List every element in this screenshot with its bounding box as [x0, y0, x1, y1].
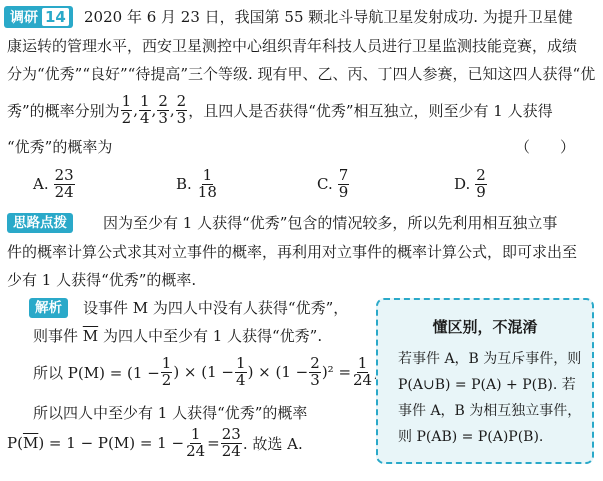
callout-line-2: P(A∪B) = P(A) + P(B). 若: [398, 377, 576, 393]
problem-line-2: 康运转的管理水平，西安卫星测控中心组织青年科技人员进行卫星监测技能竞赛，成绩: [7, 37, 578, 55]
solution-line-3: 所以 P(M) = (1 − $\frac{1}{2}$ ) × (1 − $\frac{1}{4}$ ) × (1 − $\frac{2}{3}$ )² = $\frac{1}{24}$: [33, 353, 373, 389]
callout-box: [376, 298, 594, 464]
hint-line-3: 少有 1 人获得“优秀”的概率.: [7, 271, 197, 289]
answer-blank: （ ）: [515, 138, 576, 156]
sol-fraction-4: $\frac{1}{24}$: [353, 353, 373, 389]
callout-title: 懂区别，不混淆: [432, 318, 538, 336]
problem-badge-label: 调研: [10, 10, 38, 26]
option-d[interactable]: D. $\frac{2}{9}$: [454, 166, 486, 201]
prob-fraction-2: $\frac{1}{4}$: [140, 91, 150, 127]
solution-line-1: 设事件 M 为四人中没有人获得“优秀”，: [83, 299, 349, 317]
solution-line-5: P( $\overline{M}$ ) = 1 − P(M) = 1 − $\frac{1}{24}$ = $\frac{23}{24}$ . 故选 A.: [7, 424, 303, 460]
hint-line-2: 件的概率计算公式求其对立事件的概率，再利用对立事件的概率计算公式，即可求出至: [7, 243, 578, 261]
prob-fraction-4: $\frac{2}{3}$: [176, 91, 187, 127]
problem-line-4: [7, 90, 553, 130]
callout-line-1: 若事件 A，B 为互斥事件，则: [398, 351, 582, 367]
callout-line-3: 事件 A，B 为相互独立事件，: [398, 403, 582, 419]
hint-line-1: 因为至少有 1 人获得“优秀”包含的情况较多，所以先利用相互独立事: [103, 214, 558, 232]
complement-event: $\overline{M}$: [82, 327, 99, 345]
problem-line-4-post: ，且四人是否获得“优秀”相互独立，则至少有 1 人获得: [188, 101, 553, 120]
hint-badge: 思路点拨: [7, 213, 73, 233]
option-c[interactable]: C. $\frac{7}{9}$: [317, 166, 349, 201]
prob-fraction-3: $\frac{2}{3}$: [158, 91, 168, 127]
sol-fraction-2: $\frac{1}{4}$: [236, 353, 246, 389]
comma: ,: [169, 101, 175, 119]
option-a[interactable]: A. $\frac{23}{24}$: [33, 166, 74, 201]
comma: ,: [151, 101, 157, 119]
sol-fraction-1: $\frac{1}{2}$: [161, 353, 172, 389]
solution-badge: 解析: [29, 298, 68, 318]
problem-line-4-pre: 秀”的概率分别为: [7, 101, 120, 120]
solution-line-2: 则事件 $\overline{M}$ 为四人中至少有 1 人获得“优秀”.: [33, 327, 323, 345]
solution-line-4: 所以四人中至少有 1 人获得“优秀”的概率: [33, 404, 308, 422]
callout-line-4: 则 P(AB) = P(A)P(B).: [398, 429, 544, 445]
problem-line-5: “优秀”的概率为: [7, 138, 113, 156]
sol-fraction-5: $\frac{1}{24}$: [186, 424, 206, 460]
option-b[interactable]: B. $\frac{1}{18}$: [176, 166, 217, 201]
problem-badge: [4, 6, 73, 28]
comma: ,: [133, 101, 138, 119]
problem-number: 14: [42, 8, 69, 26]
problem-line-3: 分为“优秀”“良好”“待提高”三个等级. 现有甲、乙、丙、丁四人参赛，已知这四人获得“优: [7, 65, 596, 83]
sol-fraction-6: $\frac{23}{24}$: [221, 424, 241, 460]
sol-fraction-3: $\frac{2}{3}$: [310, 353, 320, 389]
prob-fraction-1: $\frac{1}{2}$: [121, 91, 132, 127]
problem-line-1: 2020 年 6 月 23 日，我国第 55 颗北斗导航卫星发射成功. 为提升卫星健: [84, 8, 573, 26]
